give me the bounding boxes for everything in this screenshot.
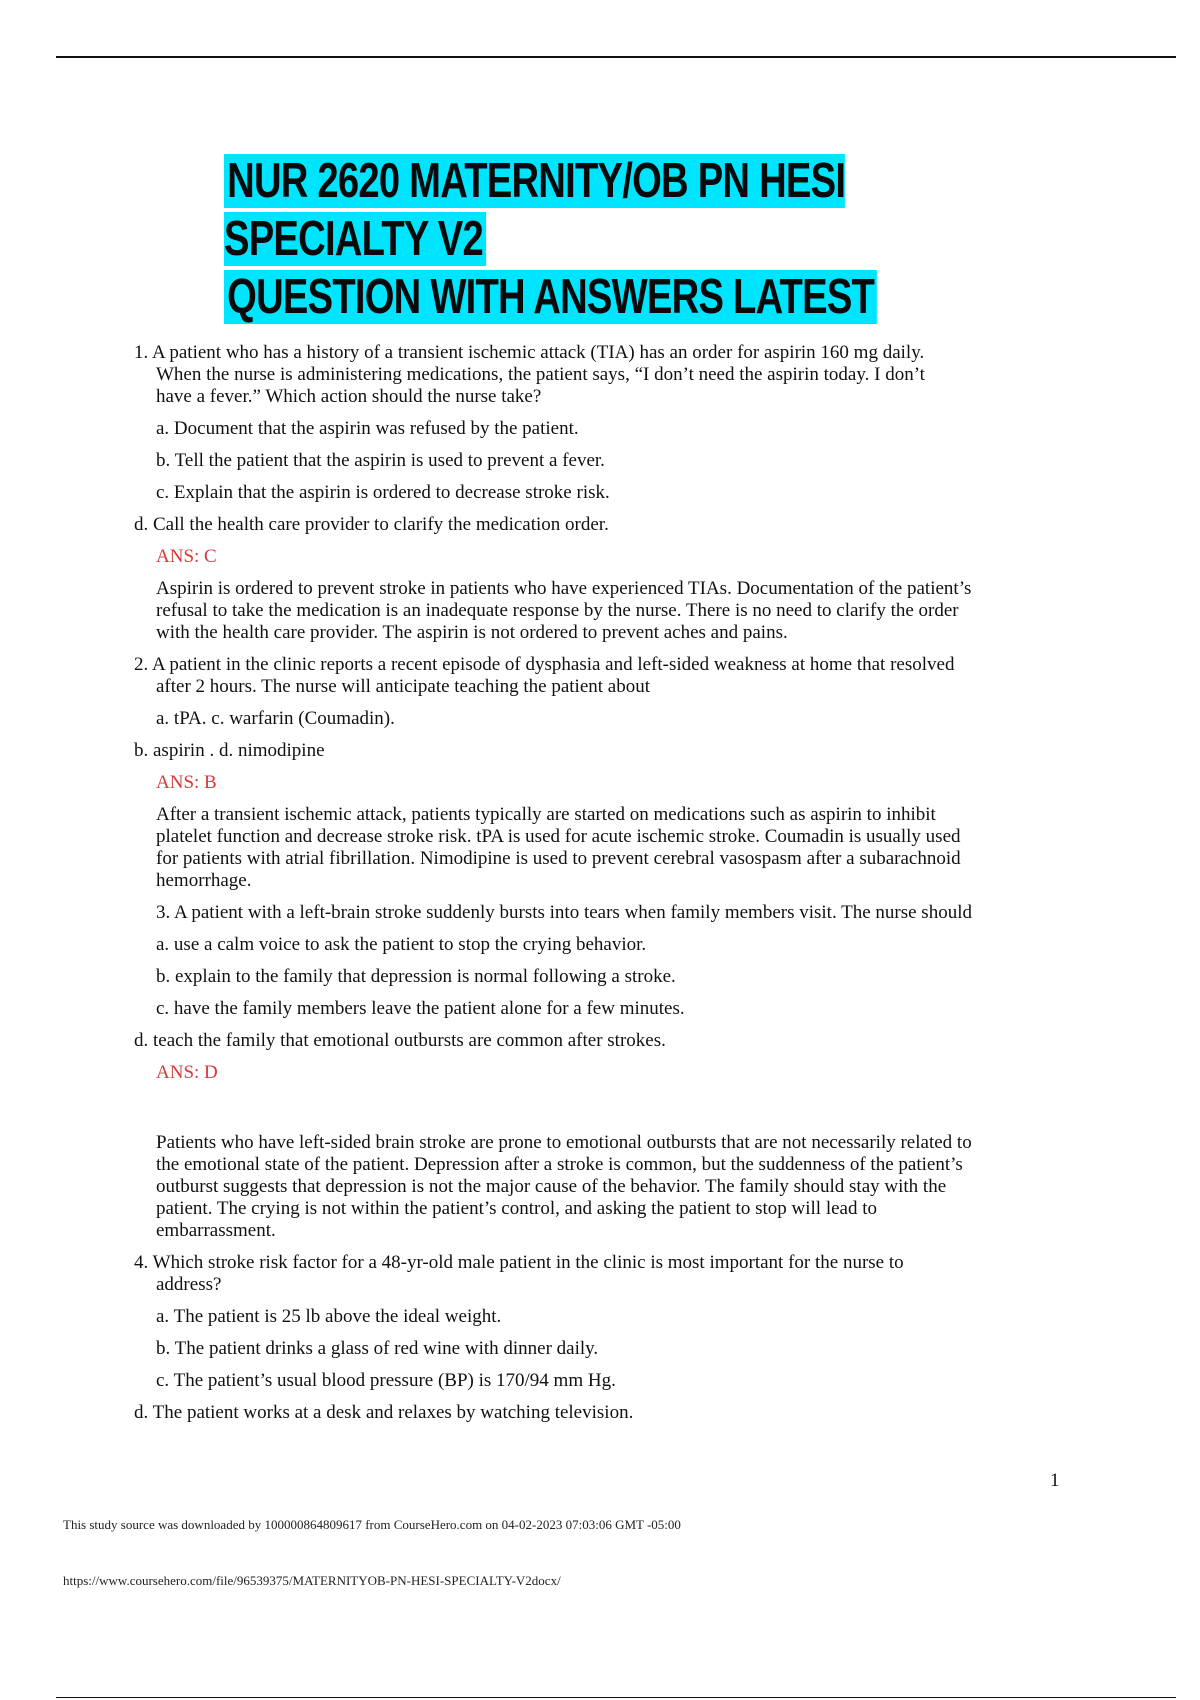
q1-option-b: b. Tell the patient that the aspirin is used to prevent a fever. xyxy=(156,450,605,471)
q4-stem-line: address? xyxy=(156,1274,222,1295)
q4-option-d: d. The patient works at a desk and relaxes by watching television. xyxy=(134,1402,634,1423)
q1-answer: ANS: C xyxy=(156,546,217,567)
question-1 xyxy=(134,342,1074,644)
q3-explanation-line: patient. The crying is not within the patient’s control, and asking the patient to stop will lead to xyxy=(156,1198,877,1219)
footer-url-link[interactable]: https://www.coursehero.com/file/96539375/MATERNITYOB-PN-HESI-SPECIALTY-V2docx/ xyxy=(63,1573,561,1588)
q3-option-a: a. use a calm voice to ask the patient to stop the crying behavior. xyxy=(156,934,647,955)
question-2 xyxy=(134,654,1074,892)
q3-stem: 3. A patient with a left-brain stroke suddenly bursts into tears when family members visit. The nurse should xyxy=(156,902,972,923)
q4-stem-line: 4. Which stroke risk factor for a 48-yr-old male patient in the clinic is most important for the nurse to xyxy=(134,1252,904,1273)
q1-explanation-line: refusal to take the medication is an inadequate response by the nurse. There is no need to clarify the order xyxy=(156,600,959,621)
document-body xyxy=(134,342,1074,1424)
title-line-2: QUESTION WITH ANSWERS LATEST xyxy=(224,270,877,324)
q2-answer: ANS: B xyxy=(156,772,217,793)
top-rule xyxy=(56,56,1176,58)
q4-option-a: a. The patient is 25 lb above the ideal weight. xyxy=(156,1306,502,1327)
q3-option-d: d. teach the family that emotional outbursts are common after strokes. xyxy=(134,1030,666,1051)
q3-explanation-line: outburst suggests that depression is not the major cause of the behavior. The family should stay with the xyxy=(156,1176,947,1197)
q2-options-a-c: a. tPA. c. warfarin (Coumadin). xyxy=(156,708,395,729)
q1-explanation-line: Aspirin is ordered to prevent stroke in patients who have experienced TIAs. Documentation of the patient’s xyxy=(156,578,972,599)
q1-stem-line: 1. A patient who has a history of a transient ischemic attack (TIA) has an order for aspirin 160 mg daily. xyxy=(134,342,925,363)
q3-option-b: b. explain to the family that depression is normal following a stroke. xyxy=(156,966,676,987)
title-line-1: NUR 2620 MATERNITY/OB PN HESI SPECIALTY V2 xyxy=(224,154,846,266)
q1-explanation-line: with the health care provider. The aspirin is not ordered to prevent aches and pains. xyxy=(156,622,788,643)
q1-option-d: d. Call the health care provider to clarify the medication order. xyxy=(134,514,609,535)
question-4 xyxy=(134,1252,1074,1424)
q1-option-a: a. Document that the aspirin was refused by the patient. xyxy=(156,418,579,439)
question-3 xyxy=(134,902,1074,1242)
q2-explanation-line: for patients with atrial fibrillation. Nimodipine is used to prevent cerebral vasospasm after a subarachnoid xyxy=(156,848,961,869)
bottom-rule xyxy=(56,1697,1176,1698)
q2-stem-line: 2. A patient in the clinic reports a recent episode of dysphasia and left-sided weakness at home that resolved xyxy=(134,654,955,675)
q3-explanation-line: the emotional state of the patient. Depression after a stroke is common, but the suddenness of the patient’s xyxy=(156,1154,963,1175)
q2-explanation-line: After a transient ischemic attack, patients typically are started on medications such as aspirin to inhibit xyxy=(156,804,936,825)
q3-explanation-line: Patients who have left-sided brain stroke are prone to emotional outbursts that are not necessarily related to xyxy=(156,1132,972,1153)
q3-answer: ANS: D xyxy=(156,1062,218,1083)
q4-option-c: c. The patient’s usual blood pressure (BP) is 170/94 mm Hg. xyxy=(156,1370,616,1391)
q4-option-b: b. The patient drinks a glass of red wine with dinner daily. xyxy=(156,1338,599,1359)
q1-stem-line: When the nurse is administering medications, the patient says, “I don’t need the aspirin today. I don’t xyxy=(156,364,925,385)
q1-option-c: c. Explain that the aspirin is ordered to decrease stroke risk. xyxy=(156,482,610,503)
page-number: 1 xyxy=(1050,1470,1060,1491)
q2-stem-line: after 2 hours. The nurse will anticipate teaching the patient about xyxy=(156,676,651,697)
q1-stem-line: have a fever.” Which action should the nurse take? xyxy=(156,386,542,407)
q2-explanation-line: hemorrhage. xyxy=(156,870,252,891)
footer-source-note: This study source was downloaded by 100000864809617 from CourseHero.com on 04-02-2023 07:03:06 GMT -05:00 xyxy=(63,1517,681,1532)
q3-option-c: c. have the family members leave the patient alone for a few minutes. xyxy=(156,998,685,1019)
q3-explanation-line: embarrassment. xyxy=(156,1220,276,1241)
q2-options-b-d: b. aspirin . d. nimodipine xyxy=(134,740,325,761)
document-title xyxy=(224,152,926,326)
q2-explanation-line: platelet function and decrease stroke risk. tPA is used for acute ischemic stroke. Coumadin is usually used xyxy=(156,826,961,847)
